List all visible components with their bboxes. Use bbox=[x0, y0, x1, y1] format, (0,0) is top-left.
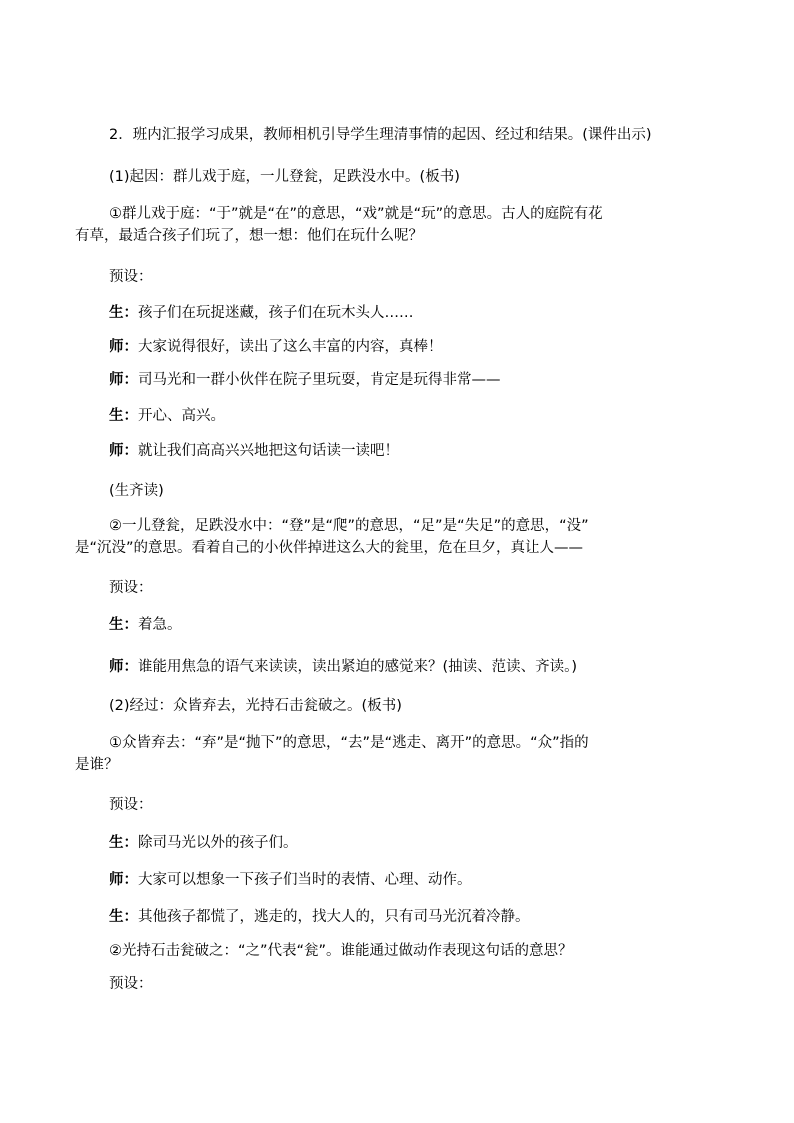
paragraph-preset bbox=[109, 973, 734, 995]
dialogue-line bbox=[109, 336, 734, 358]
speaker-label: 师： bbox=[109, 659, 138, 675]
speaker-label: 师： bbox=[109, 339, 138, 355]
text: (1)起因：群儿戏于庭，一儿登瓮，足跌没水中。(板书) bbox=[109, 169, 460, 185]
text: 预设： bbox=[109, 797, 153, 813]
text-line: ①群儿戏于庭：“于”就是“在”的意思，“戏”就是“玩”的意思。古人的庭院有花 bbox=[109, 206, 603, 222]
dialogue-line bbox=[109, 906, 734, 928]
text: 就让我们高高兴兴地把这句话读一读吧！ bbox=[138, 443, 399, 459]
dialogue-line bbox=[109, 656, 734, 678]
paragraph-explain-4 bbox=[109, 940, 734, 962]
speaker-label: 师： bbox=[109, 372, 138, 388]
text: 除司马光以外的孩子们。 bbox=[138, 835, 298, 851]
dialogue-line bbox=[109, 869, 734, 891]
paragraph-explain-2 bbox=[75, 515, 734, 559]
text-line: 是“沉没”的意思。看着自己的小伙伴掉进这么大的瓮里，危在旦夕，真让人—— bbox=[75, 540, 584, 556]
text: 谁能用焦急的语气来读读，读出紧迫的感觉来？(抽读、范读、齐读。) bbox=[138, 659, 578, 675]
text: 2．班内汇报学习成果，教师相机引导学生理清事情的起因、经过和结果。(课件出示) bbox=[109, 127, 652, 143]
paragraph-preset bbox=[109, 577, 734, 599]
dialogue-line bbox=[109, 369, 734, 391]
speaker-label: 生： bbox=[109, 617, 138, 633]
dialogue-line bbox=[109, 440, 734, 462]
text: 预设： bbox=[109, 269, 153, 285]
text: ②光持石击瓮破之：“之”代表“瓮”。谁能通过做动作表现这句话的意思？ bbox=[109, 943, 573, 959]
text: 开心、高兴。 bbox=[138, 408, 225, 424]
speaker-label: 师： bbox=[109, 872, 138, 888]
text: 预设： bbox=[109, 580, 153, 596]
text: 司马光和一群小伙伴在院子里玩耍，肯定是玩得非常—— bbox=[138, 372, 501, 388]
text: 着急。 bbox=[138, 617, 182, 633]
dialogue-line bbox=[109, 405, 734, 427]
paragraph-note bbox=[109, 480, 734, 502]
text: 大家可以想象一下孩子们当时的表情、心理、动作。 bbox=[138, 872, 472, 888]
text-line: ②一儿登瓮，足跌没水中：“登”是“爬”的意思，“足”是“失足”的意思，“没” bbox=[109, 518, 589, 534]
dialogue-line bbox=[109, 832, 734, 854]
paragraph-preset bbox=[109, 266, 734, 288]
text: (生齐读) bbox=[109, 483, 164, 499]
paragraph-explain-3 bbox=[75, 732, 734, 776]
speaker-label: 生： bbox=[109, 835, 138, 851]
text: 预设： bbox=[109, 976, 153, 992]
text-line: 是谁？ bbox=[75, 757, 119, 773]
speaker-label: 师： bbox=[109, 443, 138, 459]
paragraph-explain-1 bbox=[75, 203, 734, 247]
paragraph-cause bbox=[109, 166, 734, 188]
paragraph-process bbox=[109, 695, 734, 717]
paragraph-step-2 bbox=[109, 124, 734, 146]
paragraph-preset bbox=[109, 794, 734, 816]
text: 孩子们在玩捉迷藏，孩子们在玩木头人…… bbox=[138, 305, 414, 321]
speaker-label: 生： bbox=[109, 305, 138, 321]
text-line: ①众皆弃去：“弃”是“抛下”的意思，“去”是“逃走、离开”的意思。“众”指的 bbox=[109, 735, 589, 751]
text-line: 有草，最适合孩子们玩了，想一想：他们在玩什么呢？ bbox=[75, 228, 423, 244]
dialogue-line bbox=[109, 302, 734, 324]
text: 大家说得很好，读出了这么丰富的内容，真棒！ bbox=[138, 339, 443, 355]
text: (2)经过：众皆弃去，光持石击瓮破之。(板书) bbox=[109, 698, 402, 714]
speaker-label: 生： bbox=[109, 408, 138, 424]
dialogue-line bbox=[109, 614, 734, 636]
text: 其他孩子都慌了，逃走的，找大人的，只有司马光沉着冷静。 bbox=[138, 909, 530, 925]
speaker-label: 生： bbox=[109, 909, 138, 925]
